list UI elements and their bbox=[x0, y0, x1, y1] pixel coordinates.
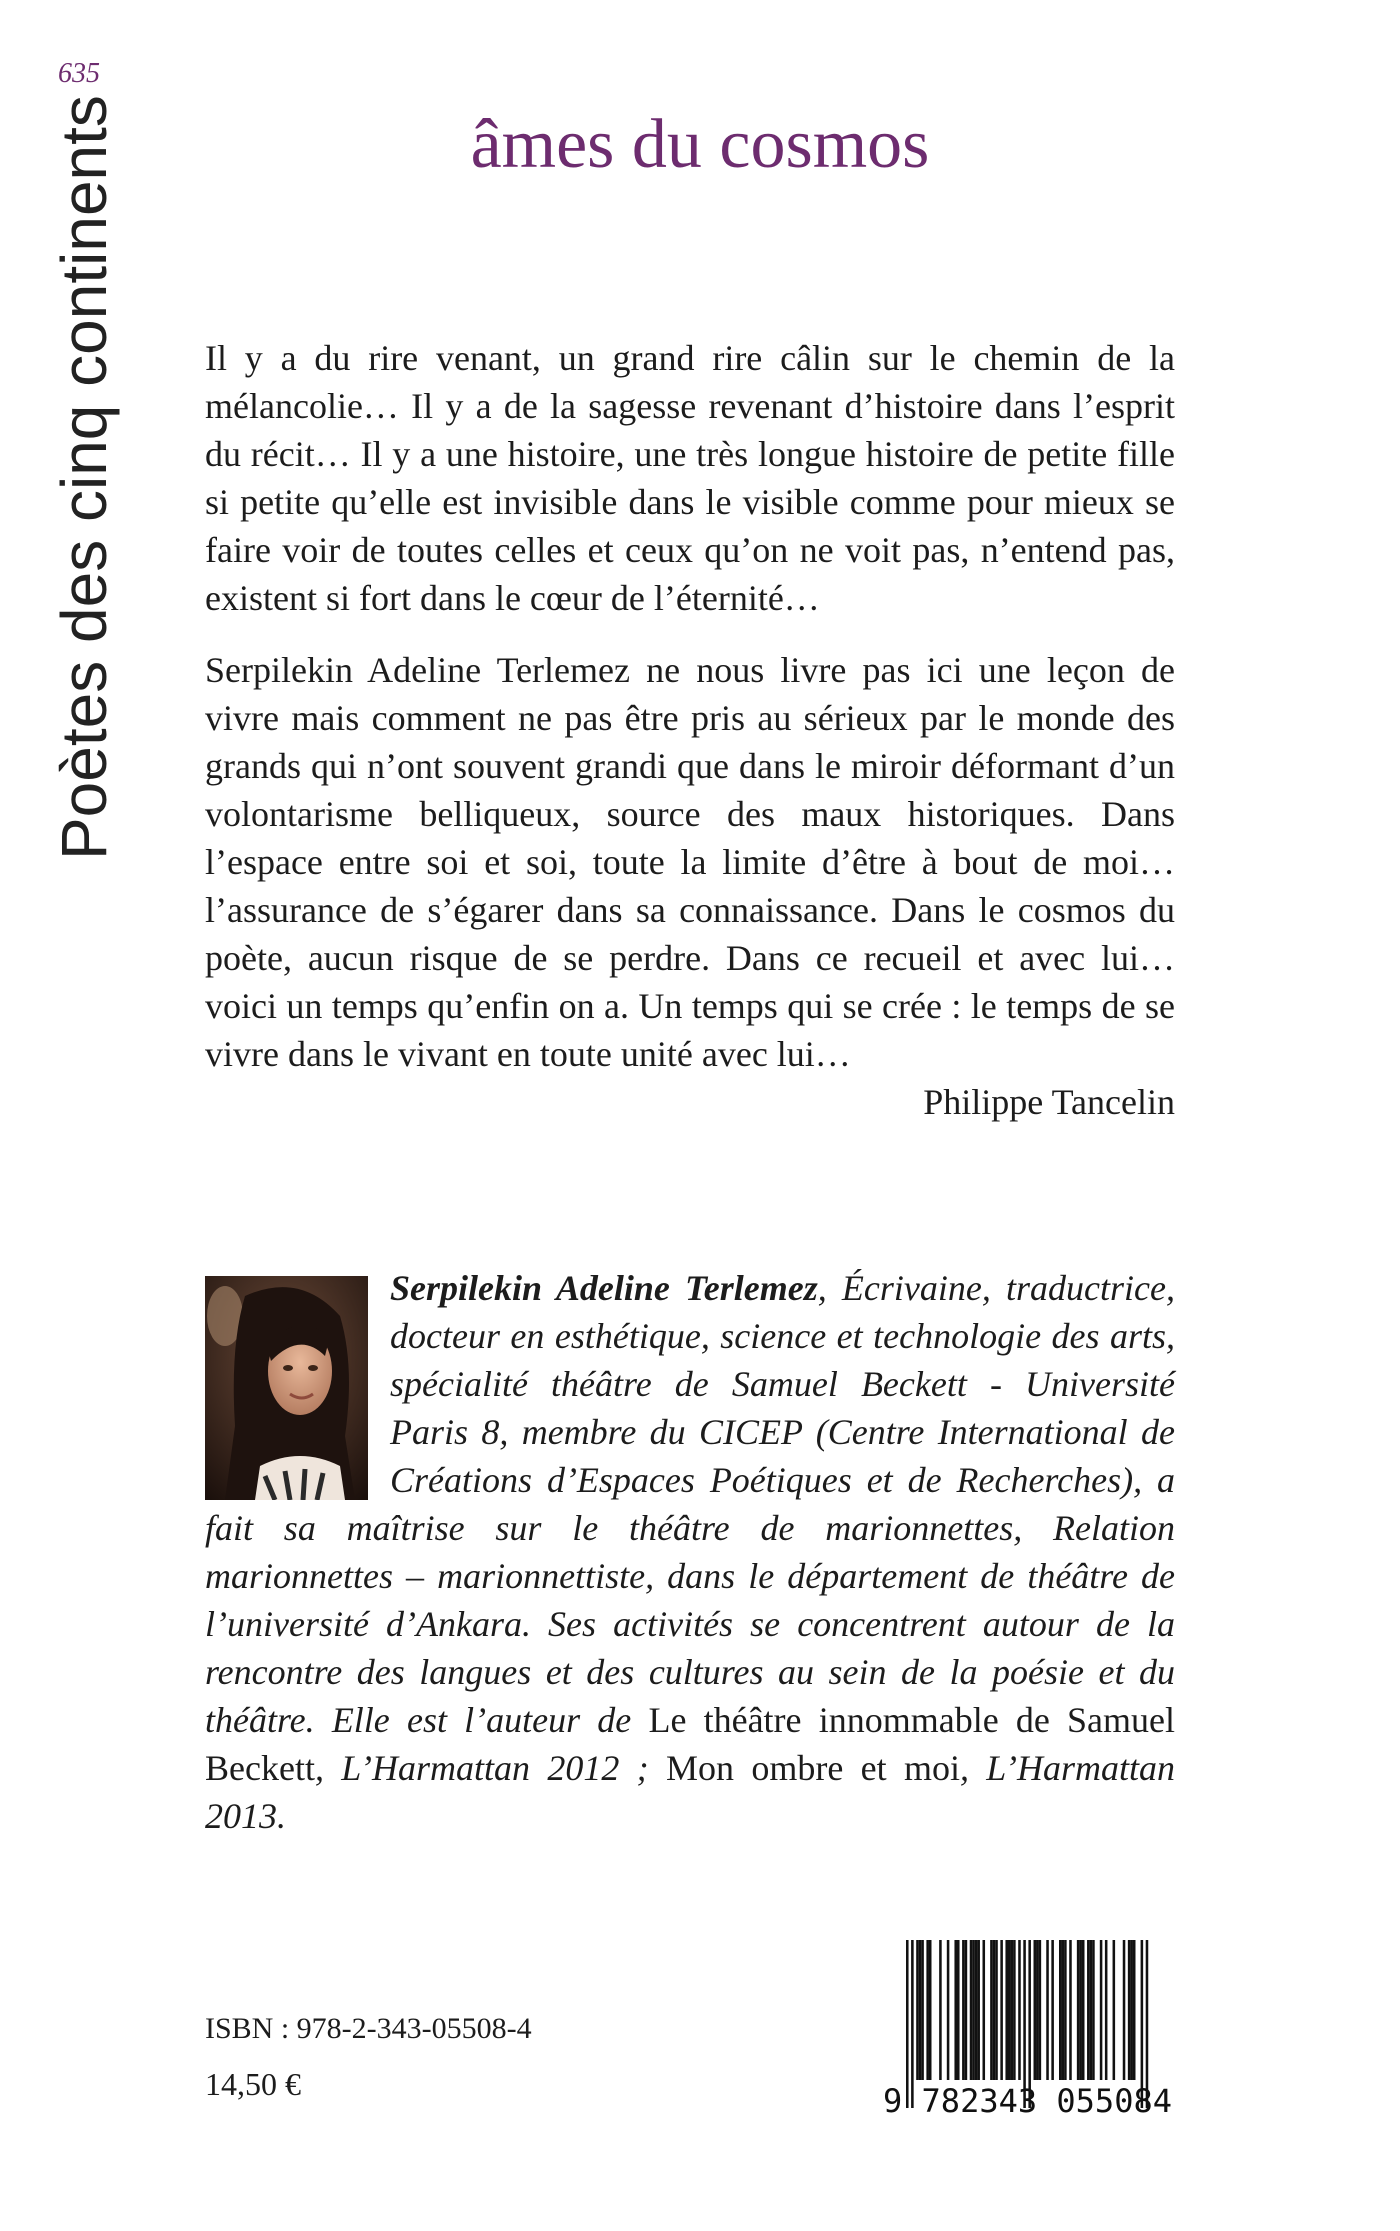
barcode-bar bbox=[1036, 1940, 1039, 2080]
barcode-bar bbox=[1000, 1940, 1003, 2080]
barcode-bar bbox=[1018, 1940, 1021, 2080]
barcode-bar bbox=[977, 1940, 980, 2080]
author-biography bbox=[205, 1264, 1175, 1840]
barcode-bar bbox=[1008, 1940, 1011, 2080]
barcode-bar bbox=[1128, 1940, 1131, 2080]
author-work-1: Le théâtre innommable de Samuel Beckett bbox=[205, 1700, 1175, 1788]
blurb-text-2: Serpilekin Adeline Terlemez ne nous livre pas ici une leçon de vivre mais comment ne pas être pris au sérieux par le monde des grands qui n’ont souvent grandi que dans le miroir déformant d’un volontarisme belliqueux, source des maux historiques. Dans l’espace entre soi et soi, toute la limite d’être à bout de moi… l’assurance de s’égarer dans sa connaissance. Dans le cosmos du poète, aucun risque de se perdre. Dans ce recueil et avec lui… voici un temps qu’enfin on a. Un temps qui se crée : le temps de se vivre dans le vivant en toute unité avec lui… bbox=[205, 650, 1175, 1074]
barcode-bar bbox=[1046, 1940, 1049, 2080]
barcode-digits: 9 782343 055084 bbox=[883, 2082, 1172, 2120]
blurb-paragraph-1 bbox=[205, 334, 1175, 622]
series-number: 635 bbox=[58, 58, 100, 89]
barcode-bar bbox=[957, 1940, 960, 2080]
blurb-paragraph-2 bbox=[205, 646, 1175, 1078]
barcode-bar bbox=[939, 1940, 942, 2080]
barcode-bar bbox=[962, 1940, 965, 2080]
author-name: Serpilekin Adeline Terlemez bbox=[390, 1268, 818, 1308]
barcode-bar bbox=[1013, 1940, 1016, 2080]
barcode-bar bbox=[1087, 1940, 1090, 2080]
barcode-bar bbox=[1113, 1940, 1116, 2080]
author-work-2-publisher: , L’Harmattan 2013. bbox=[205, 1748, 1175, 1836]
barcode-bar bbox=[995, 1940, 998, 2080]
blurb-text-1: Il y a du rire venant, un grand rire câlin sur le chemin de la mélancolie… Il y a de la sagesse revenant d’histoire dans l’esprit du récit… Il y a une histoire, une très longue histoire de petite fille si petite qu’elle est invisible dans le visible comme pour mieux se faire voir de toutes celles et ceux qu’on ne voit pas, n’entend pas, existent si fort dans le cœur de l’éternité… bbox=[205, 338, 1175, 618]
barcode-bar bbox=[993, 1940, 996, 2080]
barcode-bar bbox=[1090, 1940, 1093, 2080]
barcode-bar bbox=[1059, 1940, 1062, 2080]
barcode-bar bbox=[970, 1940, 973, 2080]
barcode-bar bbox=[1077, 1940, 1080, 2080]
barcode-bar bbox=[929, 1940, 932, 2080]
author-work-1-publisher: , L’Harmattan 2012 ; bbox=[314, 1748, 666, 1788]
barcode-bar bbox=[954, 1940, 957, 2080]
barcode-bar bbox=[916, 1940, 919, 2080]
price: 14,50 € bbox=[205, 2066, 301, 2102]
barcode-bar bbox=[1011, 1940, 1014, 2080]
blurb-signature: Philippe Tancelin bbox=[923, 1082, 1175, 1122]
barcode-bar bbox=[972, 1940, 975, 2080]
barcode-bar bbox=[1133, 1940, 1136, 2080]
barcode-bar bbox=[1039, 1940, 1042, 2080]
barcode-bar bbox=[1034, 1940, 1037, 2080]
barcode-bar bbox=[1105, 1940, 1108, 2080]
barcode-bar bbox=[926, 1940, 929, 2080]
barcode-bar bbox=[921, 1940, 924, 2080]
barcode-bar bbox=[1069, 1940, 1072, 2080]
barcode-bar bbox=[990, 1940, 993, 2080]
series-name: Poètes des cinq continents bbox=[48, 95, 120, 860]
barcode-bar bbox=[919, 1940, 922, 2080]
author-bio-text: , Écrivaine, traductrice, docteur en esthétique, science et technologie des arts, spécialité théâtre de Samuel Beckett - Université Paris 8, membre du CICEP (Centre International de Créations d’Espaces Poétiques et de Recherches), a fait sa maîtrise sur le théâtre de marionnettes, Relation marionnettes – marionnettiste, dans le département de théâtre de l’université d’Ankara. Ses activités se concentrent autour de la rencontre des langues et des cultures au sein de la poésie et du théâtre. Elle est l’auteur de bbox=[205, 1268, 1175, 1740]
barcode-bar bbox=[1082, 1940, 1085, 2080]
book-title: âmes du cosmos bbox=[470, 106, 930, 183]
barcode-bar bbox=[1100, 1940, 1103, 2080]
barcode-bar bbox=[1092, 1940, 1095, 2080]
barcode-bar bbox=[1062, 1940, 1065, 2080]
barcode-bar bbox=[1051, 1940, 1054, 2080]
barcode-bar bbox=[983, 1940, 986, 2080]
barcode-bar bbox=[975, 1940, 978, 2080]
barcode-bar bbox=[1064, 1940, 1067, 2080]
barcode-bar bbox=[947, 1940, 950, 2080]
barcode-bar bbox=[965, 1940, 968, 2080]
barcode-bar bbox=[1123, 1940, 1126, 2080]
barcode-bar bbox=[1079, 1940, 1082, 2080]
barcode-bar bbox=[1005, 1940, 1008, 2080]
isbn: ISBN : 978-2-343-05508-4 bbox=[205, 2012, 532, 2045]
barcode-bar bbox=[1130, 1940, 1133, 2080]
author-work-2: Mon ombre et moi bbox=[665, 1748, 960, 1788]
